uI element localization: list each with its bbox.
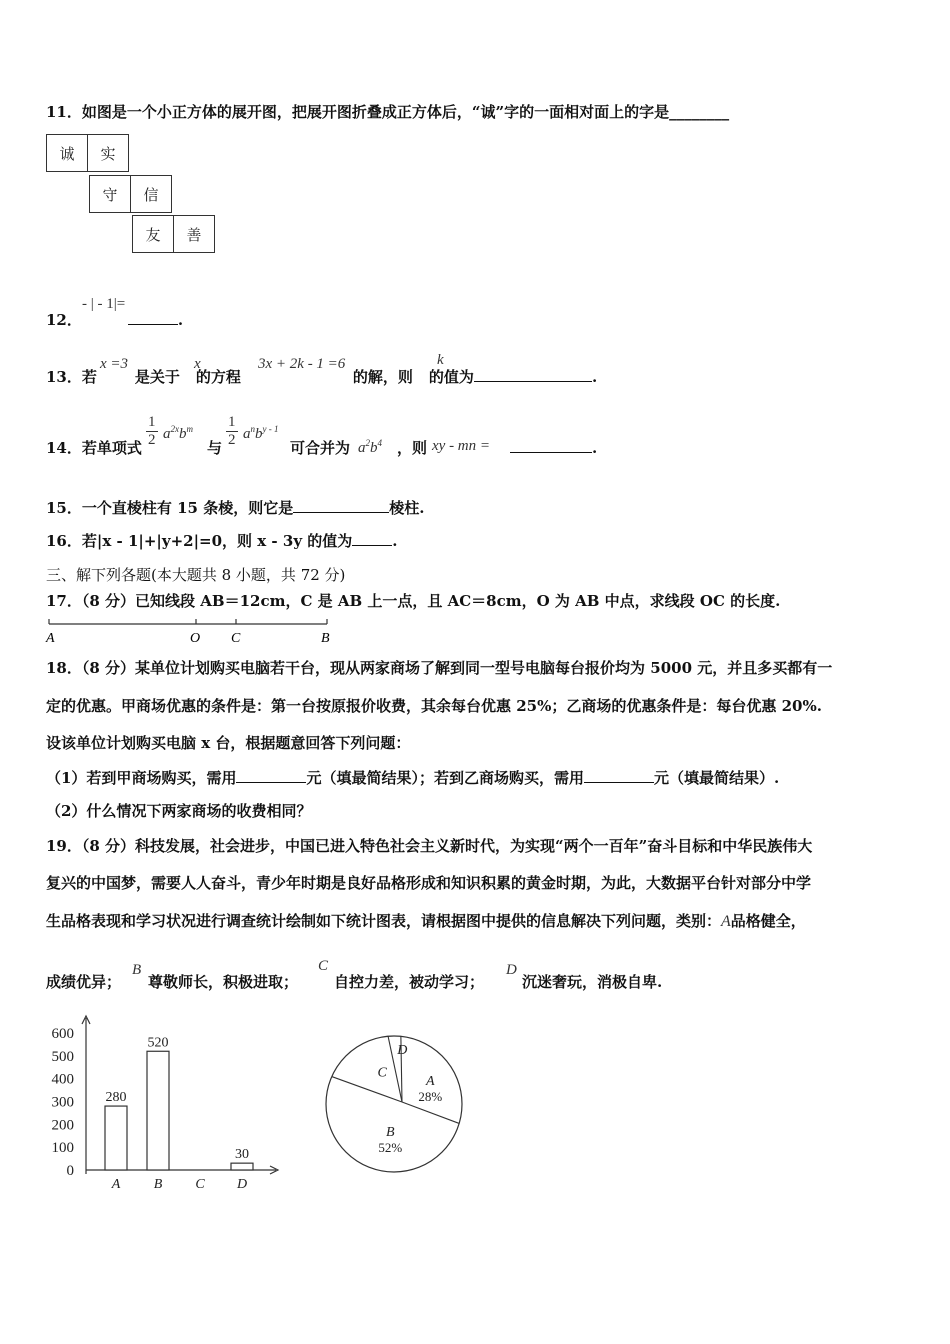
point-label: A <box>46 631 55 646</box>
q14-expr: xy - mn = <box>432 438 491 454</box>
q12-stem: 12． . <box>46 311 184 329</box>
answer-blank[interactable] <box>474 367 592 382</box>
q13-stem: 13．若 是关于 的方程 的解，则 的值为 . <box>46 368 598 386</box>
x-tick-label: B <box>153 1177 163 1192</box>
category-C: C <box>318 958 329 974</box>
net-cell: 诚 <box>46 134 88 172</box>
net-cell: 实 <box>87 134 129 172</box>
bar-value-label: 30 <box>235 1147 249 1163</box>
q17-stem: 17．（8 分）已知线段 AB＝12cm，C 是 AB 上一点，且 AC＝8cm，O 为 AB 中点，求线段 OC 的长度. <box>46 592 781 610</box>
answer-blank[interactable] <box>293 498 389 513</box>
bar <box>147 1051 169 1170</box>
bar-value-label: 520 <box>147 1035 169 1051</box>
q18-part-2: （2）什么情况下两家商场的收费相同？ <box>46 802 312 820</box>
net-cell: 守 <box>89 175 131 213</box>
answer-blank[interactable] <box>510 438 592 453</box>
segment-diagram <box>40 616 340 646</box>
q19-C-desc: 自控力差，被动学习； <box>334 973 485 991</box>
q13-xeq: x =3 <box>100 356 129 372</box>
q12-expr: - | - 1|= <box>82 296 126 312</box>
q14-combine: 可合并为 <box>290 439 351 457</box>
q14-stem: 14．若单项式 <box>46 439 142 457</box>
y-tick-label: 300 <box>51 1094 74 1111</box>
q19-line-4: 成绩优异； <box>46 973 122 991</box>
pie-chart <box>320 1034 470 1174</box>
answer-blank[interactable] <box>128 310 178 325</box>
y-tick-label: 500 <box>51 1048 74 1065</box>
q13-var: x <box>194 356 201 372</box>
y-tick-label: 100 <box>51 1140 74 1157</box>
answer-blank[interactable] <box>584 768 654 783</box>
net-cell: 友 <box>132 215 174 253</box>
q14-result: $a^2b^4$ <box>358 438 382 456</box>
q14-frac-2: $\frac{1}{2}$ <box>228 414 236 448</box>
bar-value-label: 280 <box>105 1090 127 1106</box>
net-cell: 信 <box>130 175 172 213</box>
q14-monomial-1: $a^{2x}b^m$ <box>163 424 193 442</box>
point-label: O <box>190 631 201 646</box>
point-label: C <box>231 631 241 646</box>
q19-B-desc: 尊敬师长，积极进取； <box>148 973 299 991</box>
pie-slice-label: C <box>377 1065 387 1081</box>
y-tick-label: 0 <box>66 1163 74 1179</box>
q18-line-2: 定的优惠。甲商场优惠的条件是：第一台按原报价收费，其余每台优惠 25%；乙商场的优惠条件是：每台优惠 20%. <box>46 697 822 715</box>
x-tick-label: A <box>111 1177 121 1192</box>
pie-slice-label: A <box>425 1074 435 1090</box>
q14-then: ，则 <box>397 439 428 457</box>
y-tick-label: 600 <box>51 1026 74 1042</box>
q18-line-1: 18．（8 分）某单位计划购买电脑若干台，现从两家商场了解到同一型号电脑每台报价均为 5000 元，并且多买都有一 <box>46 659 833 677</box>
pie-slice-percent: 52% <box>378 1139 403 1155</box>
pie-slice-label: D <box>397 1043 408 1059</box>
x-tick-label: C <box>195 1177 205 1192</box>
q13-k: k <box>437 352 444 368</box>
q13-equation: 3x + 2k - 1 =6 <box>258 356 346 372</box>
point-label: B <box>321 631 330 646</box>
q18-line-3: 设该单位计划购买电脑 x 台，根据题意回答下列问题： <box>46 734 411 752</box>
q19-line-1: 19．（8 分）科技发展，社会进步，中国已进入特色社会主义新时代，为实现“两个一百年”奋斗目标和中华民族伟大 <box>46 837 813 855</box>
x-tick-label: D <box>236 1177 248 1192</box>
q15-stem: 15．一个直棱柱有 15 条棱，则它是 棱柱. <box>46 499 425 517</box>
q14-monomial-2: $a^nb^{y - 1}$ <box>243 424 279 442</box>
category-B: B <box>132 962 142 978</box>
net-cell: 善 <box>173 215 215 253</box>
answer-blank[interactable] <box>236 768 306 783</box>
q18-part-1: （1）若到甲商场购买，需用 元（填最简结果）；若到乙商场购买，需用 元（填最简结果）. <box>46 769 780 787</box>
q14-answer: . <box>510 438 597 458</box>
q19-line-3: 生品格表现和学习状况进行调查统计绘制如下统计图表，请根据图中提供的信息解决下列问题，类别：A品格健全， <box>46 912 806 930</box>
y-tick-label: 200 <box>51 1117 74 1134</box>
q16-stem: 16．若|x - 1|+|y+2|=0，则 x - 3y 的值为 . <box>46 532 398 550</box>
pie-slice-label: B <box>385 1124 395 1140</box>
q11-stem: 11．如图是一个小正方体的展开图，把展开图折叠成正方体后，“诚”字的一面相对面上的字是________ <box>46 103 730 121</box>
q14-and: 与 <box>207 439 223 457</box>
q14-frac-1: $\frac{1}{2}$ <box>148 414 156 448</box>
answer-blank[interactable] <box>352 531 392 546</box>
section-title: 三、解下列各题(本大题共 8 小题，共 72 分) <box>46 566 346 584</box>
bar <box>105 1106 127 1170</box>
q19-D-desc: 沉迷奢玩，消极自卑. <box>522 973 663 991</box>
y-tick-label: 400 <box>51 1071 74 1088</box>
pie-slice-percent: 28% <box>418 1089 443 1105</box>
bar <box>231 1163 253 1170</box>
q19-line-2: 复兴的中国梦，需要人人奋斗，青少年时期是良好品格形成和知识积累的黄金时期，为此，大数据平台针对部分中学 <box>46 874 812 892</box>
category-D: D <box>506 962 517 978</box>
bar-chart <box>30 1012 290 1197</box>
